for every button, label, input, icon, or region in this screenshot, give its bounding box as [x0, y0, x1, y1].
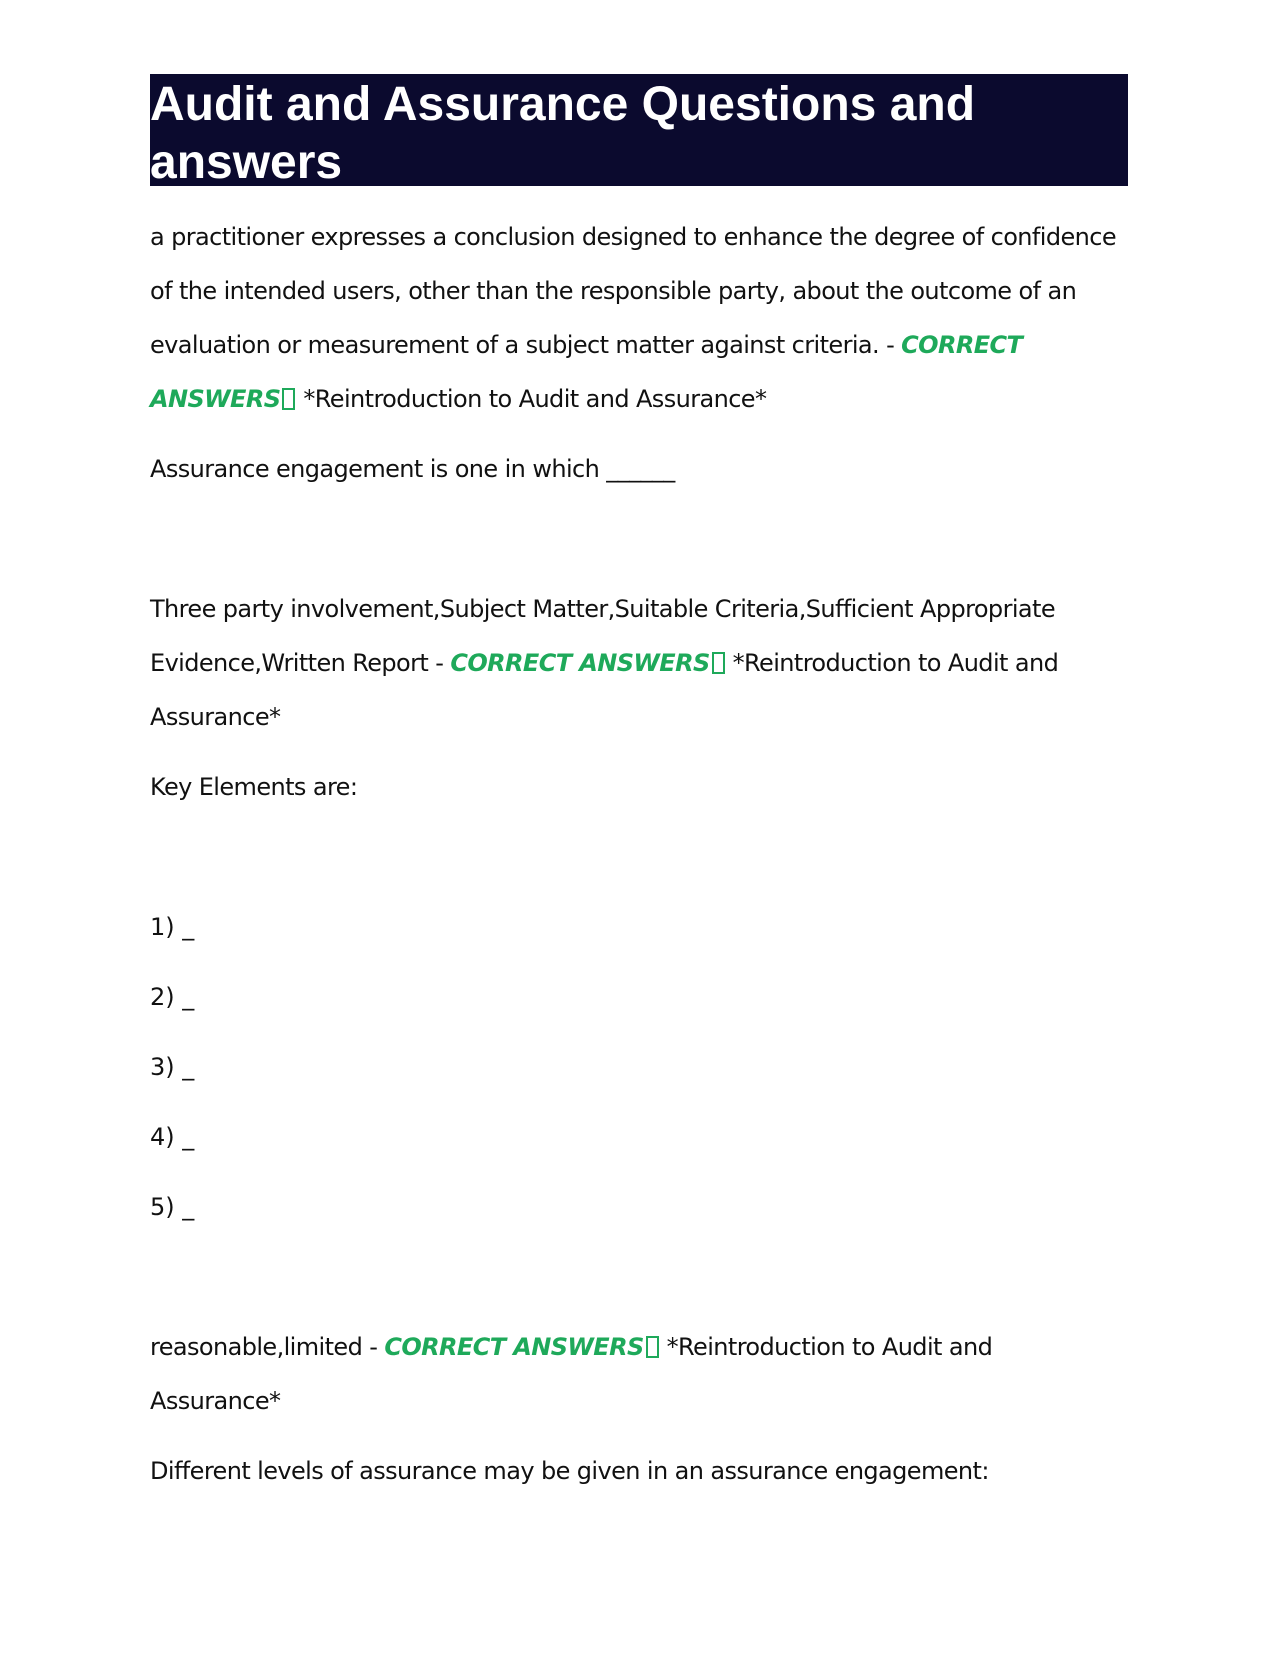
list-item: 2) _ [150, 983, 195, 1011]
list-item: 5) _ [150, 1193, 195, 1221]
key-elements-list [150, 900, 1128, 1234]
correct-answers-label: CORRECT ANSWERS [384, 1333, 644, 1361]
checkbox-glyph-icon [282, 388, 295, 410]
document-page [150, 74, 1128, 1498]
answer-text: a practitioner expresses a conclusion designed to enhance the degree of confidence of the intended users, other than the responsible party, about the outcome of an evaluation or measurement of a subject matter against criteria. - [150, 223, 1116, 359]
list-item: 1) _ [150, 913, 195, 941]
question-paragraph-6: Different levels of assurance may be given in an assurance engagement: [150, 1457, 989, 1485]
checkbox-glyph-icon [712, 652, 725, 674]
answer-paragraph-1 [150, 210, 1128, 426]
answer-source: *Reintroduction to Audit and Assurance* [303, 385, 767, 413]
list-item: 4) _ [150, 1123, 195, 1151]
answer-source: *Reintroduction to Audit and Assurance* [150, 649, 1059, 731]
correct-answers-label: CORRECT ANSWERS [450, 649, 710, 677]
question-heading-4: Key Elements are: [150, 773, 358, 801]
checkbox-glyph-icon [646, 1336, 659, 1358]
question-paragraph-2: Assurance engagement is one in which ______ [150, 455, 675, 483]
answer-source: *Reintroduction to Audit and Assurance* [150, 1333, 993, 1415]
answer-paragraph-5 [150, 1320, 1128, 1428]
page-title: Audit and Assurance Questions and answers [150, 74, 1128, 186]
answer-text: reasonable,limited - [150, 1333, 378, 1361]
correct-answers-label: CORRECT ANSWERS [150, 331, 1023, 413]
list-item: 3) _ [150, 1053, 195, 1081]
answer-paragraph-3 [150, 582, 1128, 744]
answer-text: Three party involvement,Subject Matter,Suitable Criteria,Sufficient Appropriate Evidence,Written Report - [150, 595, 1055, 677]
